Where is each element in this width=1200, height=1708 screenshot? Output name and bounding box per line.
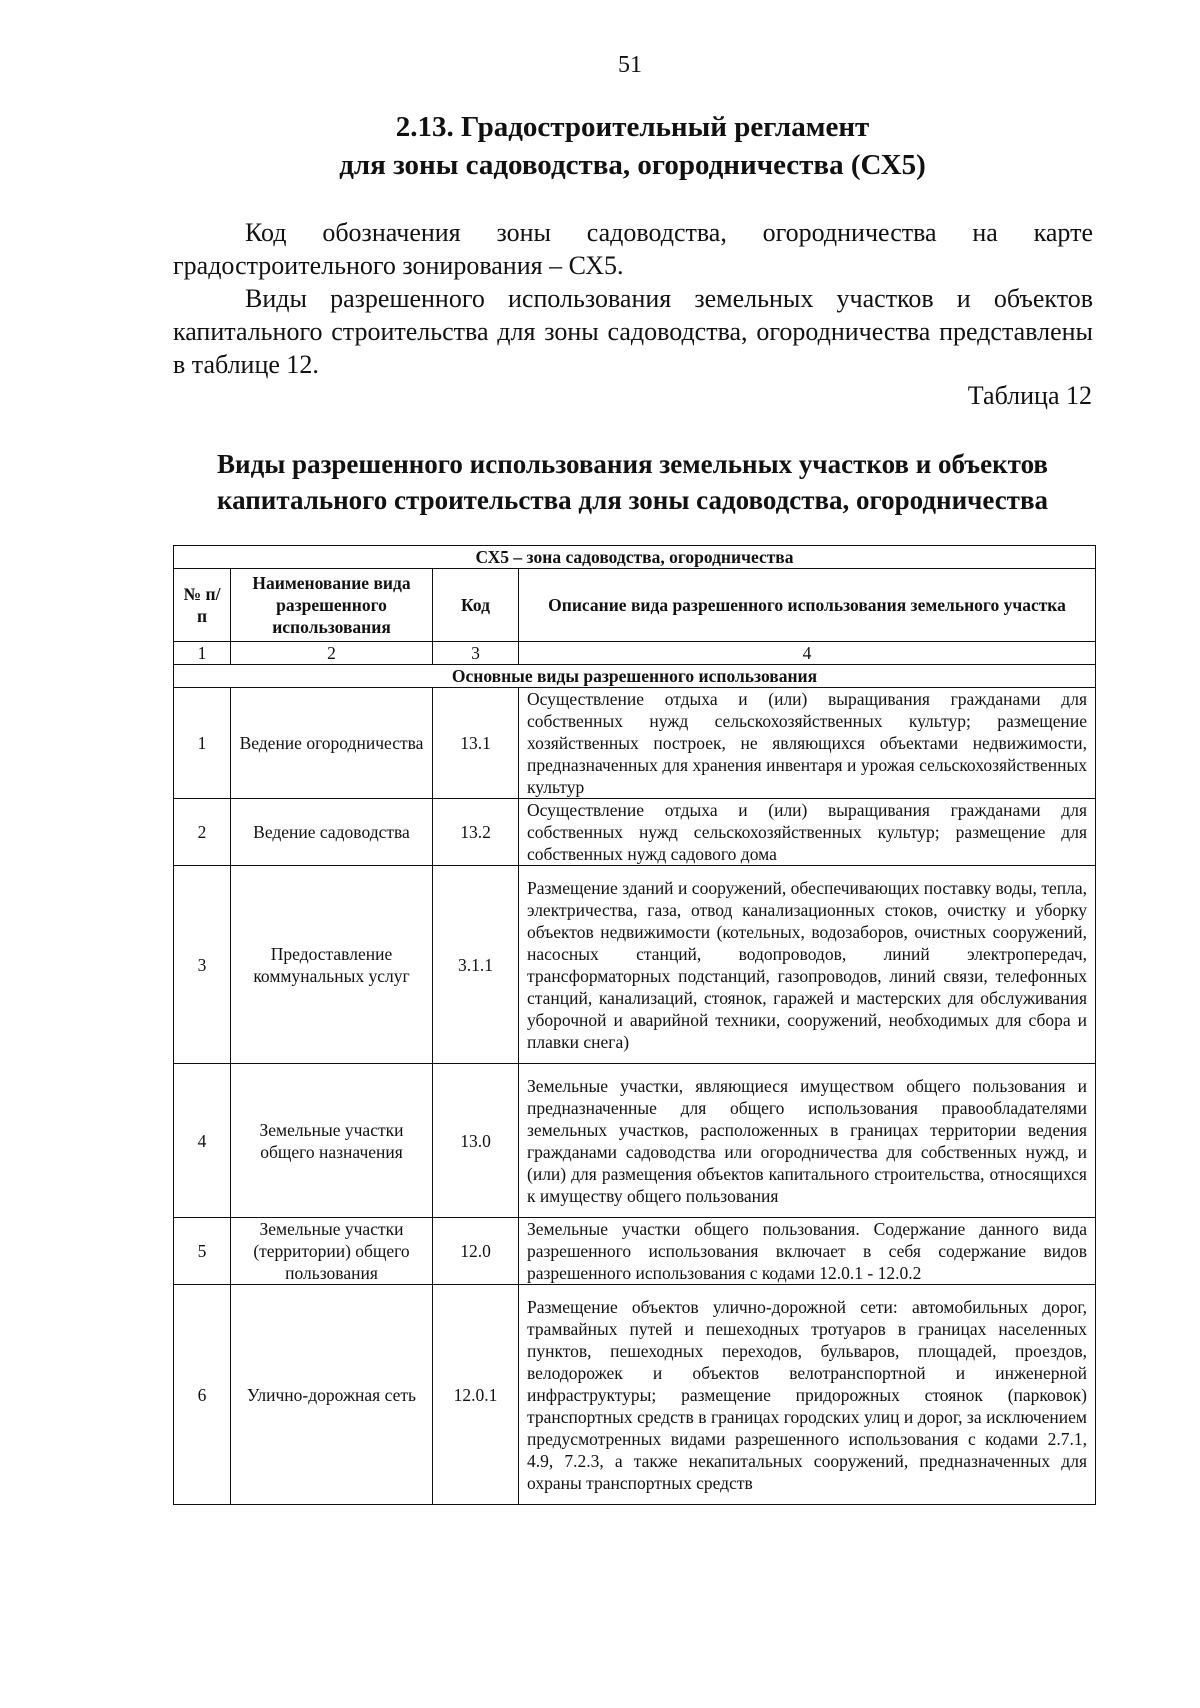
column-header-name: Наименование вида разрешенного использования	[231, 569, 433, 642]
group-title-row	[174, 665, 1096, 688]
table-row	[174, 1285, 1096, 1505]
table-title-line-2: капитального строительства для зоны садоводства, огородничества	[216, 485, 1049, 515]
row-desc-cell: Размещение зданий и сооружений, обеспечивающих поставку воды, тепла, электричества, газа, отвод канализационных стоков, очистку и уборку объектов недвижимости (котельных, водозаборов, очистных сооружений, насосных станций, водопроводов, линий электропередач, трансформаторных подстанций, газопроводов, линий связи, телефонных станций, канализаций, стоянок, гаражей и мастерских для обслуживания уборочной и аварийной техники, сооружений, необходимых для сбора и плавки снега)	[519, 866, 1096, 1064]
paragraph-zone-code-text: Код обозначения зоны садоводства, огородничества на карте градостроительного зонирования – СХ5.	[173, 218, 1093, 280]
table-title-line-1: Виды разрешенного использования земельных участков и объектов	[217, 449, 1048, 479]
section-title-line-1: 2.13. Градостроительный регламент	[395, 111, 870, 143]
table-title	[170, 446, 1095, 518]
row-num-cell: 2	[174, 799, 231, 866]
row-num-cell: 6	[174, 1285, 231, 1505]
column-number-cell: 2	[231, 642, 433, 665]
row-name-cell: Земельные участки (территории) общего пользования	[231, 1218, 433, 1285]
group-title-cell: Основные виды разрешенного использования	[174, 665, 1096, 688]
row-code-cell: 13.2	[433, 799, 519, 866]
row-name-cell: Земельные участки общего назначения	[231, 1064, 433, 1218]
table-row	[174, 1064, 1096, 1218]
column-number-cell: 3	[433, 642, 519, 665]
row-name-cell: Ведение огородничества	[231, 688, 433, 799]
section-title-line-2: для зоны садоводства, огородничества (СХ5)	[339, 149, 926, 181]
row-desc-cell: Размещение объектов улично-дорожной сети: автомобильных дорог, трамвайных путей и пешеходных тротуаров в границах населенных пунктов, пешеходных переходов, бульваров, площадей, проездов, велодорожек и объектов велотранспортной и инженерной инфраструктуры; размещение придорожных стоянок (парковок) транспортных средств в границах городских улиц и дорог, за исключением предусмотренных видами разрешенного использования с кодами 2.7.1, 4.9, 7.2.3, а также некапитальных сооружений, предназначенных для охраны транспортных средств	[519, 1285, 1096, 1505]
row-name-cell: Предоставление коммунальных услуг	[231, 866, 433, 1064]
paragraph-zone-code	[173, 216, 1093, 282]
table-label: Таблица 12	[967, 381, 1092, 410]
table-row	[174, 799, 1096, 866]
row-name-cell: Улично-дорожная сеть	[231, 1285, 433, 1505]
row-desc-cell: Осуществление отдыха и (или) выращивания гражданами для собственных нужд сельскохозяйственных культур; размещение для собственных нужд садового дома	[519, 799, 1096, 866]
column-number-cell: 4	[519, 642, 1096, 665]
paragraph-table-reference-text: Виды разрешенного использования земельных участков и объектов капитального строительства для зоны садоводства, огородничества представлены в таблице 12.	[173, 284, 1093, 379]
table-row	[174, 1218, 1096, 1285]
row-code-cell: 3.1.1	[433, 866, 519, 1064]
column-number-row	[174, 642, 1096, 665]
column-header-code: Код	[433, 569, 519, 642]
row-name-cell: Ведение садоводства	[231, 799, 433, 866]
paragraph-table-reference	[173, 282, 1093, 381]
row-code-cell: 12.0.1	[433, 1285, 519, 1505]
table-row	[174, 688, 1096, 799]
row-num-cell: 5	[174, 1218, 231, 1285]
row-num-cell: 4	[174, 1064, 231, 1218]
page-number: 51	[618, 52, 642, 78]
row-code-cell: 12.0	[433, 1218, 519, 1285]
zone-header-row	[174, 546, 1096, 569]
row-desc-cell: Земельные участки, являющиеся имуществом общего пользования и предназначенные для общего использования правообладателями земельных участков, расположенных в границах территории ведения гражданами садоводства или огородничества для собственных нужд, и (или) для размещения объектов капитального строительства, относящихся к имуществу общего пользования	[519, 1064, 1096, 1218]
row-num-cell: 3	[174, 866, 231, 1064]
column-header-row	[174, 569, 1096, 642]
regulation-table	[173, 545, 1096, 1505]
column-header-num: № п/п	[174, 569, 231, 642]
row-num-cell: 1	[174, 688, 231, 799]
row-code-cell: 13.1	[433, 688, 519, 799]
column-header-desc: Описание вида разрешенного использования земельного участка	[519, 569, 1096, 642]
row-desc-cell: Земельные участки общего пользования. Содержание данного вида разрешенного использования включает в себя содержание видов разрешенного использования с кодами 12.0.1 - 12.0.2	[519, 1218, 1096, 1285]
section-title	[170, 108, 1095, 184]
table-row	[174, 866, 1096, 1064]
row-desc-cell: Осуществление отдыха и (или) выращивания гражданами для собственных нужд сельскохозяйственных культур; размещение хозяйственных построек, не являющихся объектами недвижимости, предназначенных для хранения инвентаря и урожая сельскохозяйственных культур	[519, 688, 1096, 799]
zone-header-cell: СХ5 – зона садоводства, огородничества	[174, 546, 1096, 569]
column-number-cell: 1	[174, 642, 231, 665]
row-code-cell: 13.0	[433, 1064, 519, 1218]
